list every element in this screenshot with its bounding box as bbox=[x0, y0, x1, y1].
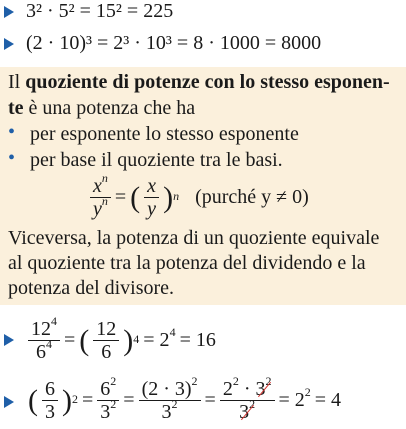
example-line-2: (2 · 10)³ = 2³ · 10³ = 8 · 1000 = 8000 bbox=[26, 32, 322, 54]
example-quotient-1: $\frac{12^4}{6^4}$ = ( $\frac{12}{6}$ ) $^4$ = $2^4$ = 16 bbox=[26, 318, 218, 363]
rule-title: quoziente di potenze con lo stesso esponen- bbox=[25, 71, 390, 93]
arrow-bullet-icon bbox=[4, 334, 14, 346]
bullet-dot: • bbox=[8, 121, 16, 143]
rule-formula: $\frac{x^n}{y^n}$ = ( $\frac{x}{y}$ ) $^n$ (purché y ≠ 0) bbox=[88, 175, 311, 220]
rule-box bbox=[0, 67, 406, 305]
rule-bullet-1: per esponente lo stesso esponente bbox=[30, 123, 299, 145]
example-line-1: 3² · 5² = 15² = 225 bbox=[26, 0, 174, 22]
example-quotient-2: ( $\frac{6}{3}$ ) $^2$ = $\frac{6^2}{3^2}$ = $\frac{(2 \cdot 3)^2}{3^2}$ = $\frac{2^2 \cdot 3^2}{3^2}$ = $2^2$ = 4 bbox=[28, 374, 342, 423]
formula-lhs-fraction: $\frac{x^n}{y^n}$ bbox=[90, 175, 111, 220]
bullet-dot: • bbox=[8, 147, 16, 169]
rule-bullet-2: per base il quoziente tra le basi. bbox=[30, 149, 283, 171]
rule-intro-line: Il quoziente di potenze con lo stesso esponen- bbox=[8, 71, 390, 93]
arrow-bullet-icon bbox=[4, 6, 14, 18]
rule-paragraph-2: al quoziente tra la potenza del dividendo e la bbox=[8, 252, 366, 274]
rule-paragraph-3: potenza del divisore. bbox=[8, 277, 175, 299]
arrow-bullet-icon bbox=[4, 396, 14, 408]
arrow-bullet-icon bbox=[4, 38, 14, 50]
formula-rhs-fraction: $\frac{x}{y}$ bbox=[144, 175, 159, 220]
rule-paragraph-1: Viceversa, la potenza di un quoziente equivale bbox=[8, 227, 380, 249]
cancelled-fraction: $\frac{2^2 \cdot 3^2}{3^2}$ bbox=[220, 378, 275, 423]
formula-condition: (purché y ≠ 0) bbox=[195, 186, 309, 208]
rule-intro-line-2: te è una potenza che ha bbox=[8, 97, 196, 119]
